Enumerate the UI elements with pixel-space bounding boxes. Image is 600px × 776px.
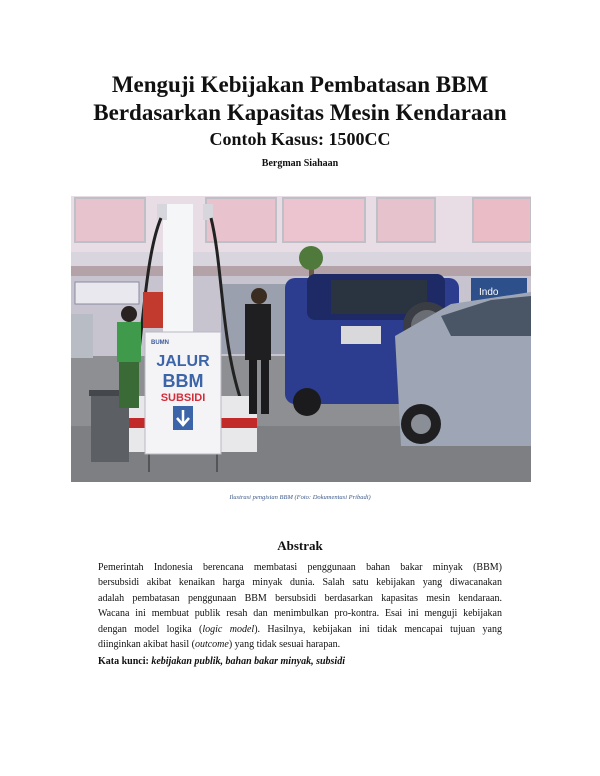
abstract-text: dengan model logika ( — [98, 623, 203, 635]
keywords-label: Kata kunci: — [98, 656, 152, 667]
abstract-text: ). Hasilnya, kebijakan ini tidak mencapai tujuan yang — [254, 623, 502, 635]
sign-text-bbm: BBM — [162, 371, 204, 391]
shop-sign-text: Indo — [479, 287, 499, 298]
bumn-logo-text: BUMN — [151, 340, 169, 346]
abstract-line — [98, 637, 502, 652]
abstract-italic-term: logic model — [202, 623, 255, 635]
abstract-line: bersubsidi akibat kenaikan harga minyak dunia. Salah satu kebijakan yang diwacanakan — [98, 577, 502, 589]
paper-title-line-1: Menguji Kebijakan Pembatasan BBM — [111, 72, 489, 97]
abstract-line: Pemerintah Indonesia berencana membatasi penggunaan bahan bakar minyak (BBM) — [98, 562, 502, 573]
sign-text-subsidi: SUBSIDI — [160, 392, 206, 404]
keywords — [98, 656, 502, 667]
figure-caption: Ilustrasi pengisian BBM (Foto: Dokumentasi Pribadi) — [229, 494, 371, 501]
fuel-station-photo — [71, 196, 531, 482]
abstract-text: diinginkan akibat hasil ( — [98, 639, 195, 651]
sign-text-jalur: JALUR — [156, 353, 210, 370]
abstract-text: ) yang tidak sesuai harapan. — [228, 639, 341, 651]
keywords-value: kebijakan publik, bahan bakar minyak, subsidi — [151, 656, 345, 667]
author-name: Bergman Siahaan — [261, 158, 339, 169]
paper-title-line-2: Berdasarkan Kapasitas Mesin Kendaraan — [93, 100, 507, 125]
abstract-italic-term: outcome — [194, 639, 229, 651]
abstract-line — [98, 622, 502, 637]
abstract-line: Wacana ini membuat publik resah dan menimbulkan pro-kontra. Esai ini menguji kebijakan — [98, 608, 502, 620]
abstract-body — [98, 560, 502, 652]
abstract-line: adalah pembatasan penggunaan BBM bersubsidi berdasarkan kapasitas mesin kendaraan. — [98, 592, 502, 604]
abstract-heading: Abstrak — [277, 538, 323, 553]
paper-subtitle: Contoh Kasus: 1500CC — [209, 129, 391, 149]
